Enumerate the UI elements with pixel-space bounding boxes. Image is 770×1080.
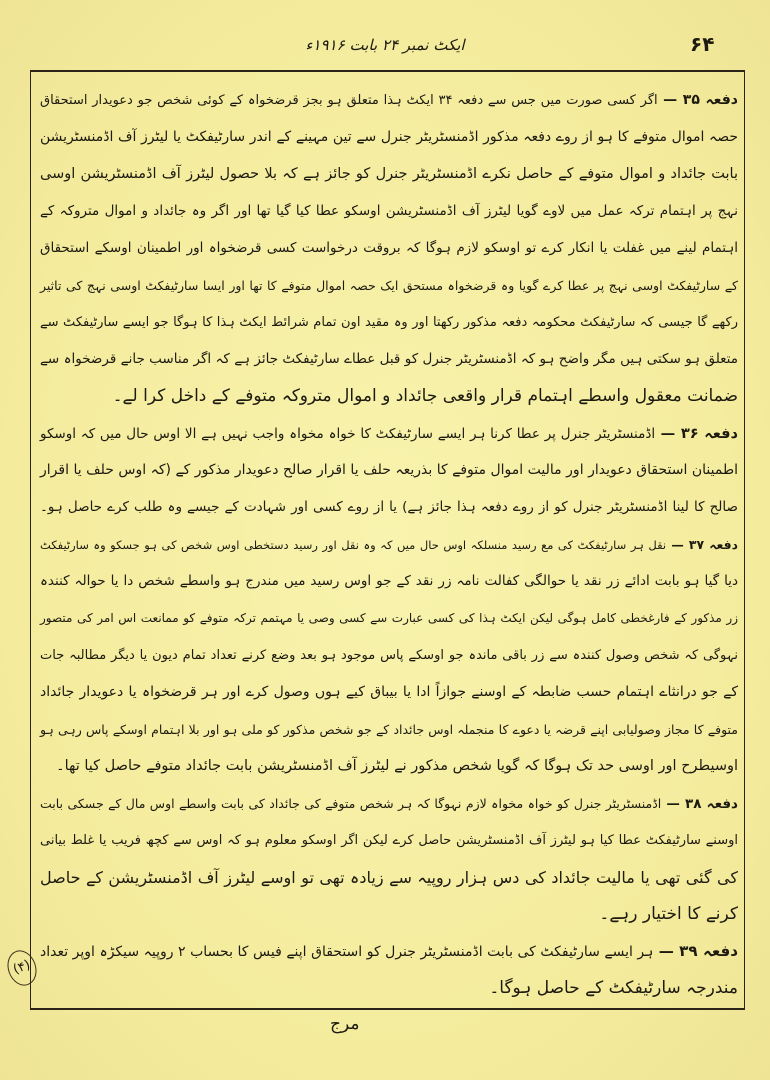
- text-line: [40, 711, 738, 748]
- section-heading: دفعہ ۳۹ —: [653, 942, 739, 960]
- section-heading: دفعہ ۳۵ —: [657, 92, 738, 108]
- text-line: [40, 156, 738, 193]
- section-heading: دفعہ ۳۶ —: [655, 425, 738, 442]
- line-text: اڈمنسٹریٹر جنرل کو خواہ مخواہ لازم نہوگا کہ ہر شخص متوفے کی جائداد کی بابت واسطے اوس مال کے جسکی بابت: [40, 796, 662, 811]
- line-text: کے جو درانثاے اہتمام حسب ضابطہ کے اوسنے جوازاً ادا یا بیباق کیے ہوں وصول کرے اور ہر قرضخواہ یا دعویدار جائداد: [40, 684, 738, 700]
- line-text: ضمانت معقول واسطے اہتمام قرار واقعی جائداد و اموال متروکہ متوفے کے داخل کرا لے۔: [112, 386, 738, 406]
- line-text: رکھے گا جیسی کہ سارٹیفکٹ محکومہ دفعہ مذکور رکھتا اور وہ مقید اون تمام شرائط ایکٹ ہذا کا ہوگا جو ایسے سارٹیفکٹ سے: [40, 315, 738, 330]
- section-first-line: [40, 415, 738, 452]
- text-line: [40, 896, 738, 933]
- line-text: نقل ہر سارٹیفکٹ کی مع رسید منسلکہ اوس حال میں کہ وہ نقل اور رسید دستخطی اوس شخص کی ہو جسکو وہ سارٹیفکٹ: [40, 538, 667, 552]
- section-first-line: [40, 526, 738, 563]
- line-text: اہتمام لینے میں غفلت یا انکار کرے تو اوسکو لازم ہوگا کہ بروقت درخواست کسی قرضخواہ اور اطمینان اوسکے استحقاق: [40, 240, 738, 256]
- body-text: [40, 82, 738, 1007]
- line-text: اطمینان استحقاق دعویدار اور مالیت اموال متوفے کا بذریعہ حلف یا اقرار صالح دعویدار مذکور کے (کہ اوس حلف یا اقرار: [40, 462, 738, 478]
- text-line: [40, 859, 738, 896]
- text-line: [40, 674, 738, 711]
- text-line: [40, 267, 738, 304]
- text-line: [40, 637, 738, 674]
- line-text: کی گئی تھی یا مالیت جائداد کی دس ہزار روپیہ سے زیادہ تھی تو اوسے لیٹرز آف اڈمنسٹریشن کے حاصل: [40, 868, 738, 887]
- line-text: کرنے کا اختیار رہے۔: [599, 904, 738, 924]
- line-text: اڈمنسٹریٹر جنرل پر عطا کرنا ہر ایسے سارٹیفکٹ کا خواہ مخواہ واجب نہیں ہے الا اوس حال میں کہ اوسکو: [40, 426, 656, 442]
- line-text: متوفے کا مجاز وصولیابی اپنے قرضہ یا دعوے کا منجملہ اوس جائداد کے جو شخص مذکور کو ملی ہو اور بلا اہتمام اوسکے پاس رہی ہو: [40, 722, 738, 737]
- line-text: نہوگی کہ شخص وصول کنندہ سے زر باقی ماندہ جو اوسکے پاس موجود ہو بعد وضع کرنے تعداد تمام دیون یا دیگر مطالبہ جات: [40, 648, 738, 663]
- text-line: [40, 304, 738, 341]
- text-line: [40, 600, 738, 637]
- section-heading: دفعہ ۳۷ —: [666, 537, 738, 552]
- text-line: [40, 452, 738, 489]
- section-first-line: [40, 785, 738, 822]
- margin-note: (۴): [3, 946, 42, 989]
- line-text: دیا گیا ہو بابت ادائے زر نقد یا حوالگی کفالت نامہ زر نقد کے جو اوس رسید میں مندرج ہو واسطے شخص دا یا حوالہ کنندہ: [40, 573, 738, 589]
- line-text: کے سارٹیفکٹ اوسی نہج پر عطا کرے گویا وہ قرضخواہ مستحق ایک حصہ اموال متوفے کا تھا اور ایسا سارٹیفکٹ اوسی نہج کی تاثیر: [40, 278, 738, 293]
- text-line: [40, 119, 738, 156]
- section-first-line: [40, 82, 738, 119]
- footer-mark: مرج: [330, 1014, 360, 1034]
- line-text: حصہ اموال متوفے کا ہو از روے دفعہ مذکور اڈمنسٹریٹر جنرل سے تین مہینے کے اندر سارٹیفکٹ یا لیٹرز آف اڈمنسٹریشن: [40, 129, 738, 145]
- text-line: [40, 563, 738, 600]
- text-line: [40, 230, 738, 267]
- line-text: نہج پر اہتمام ترکہ عمل میں لاوے گویا لیٹرز آف اڈمنسٹریشن اوسکو عطا کیا گیا تھا اور اگر وہ جائداد و اموال متروکہ کے: [40, 203, 738, 219]
- text-line: [40, 193, 738, 230]
- text-line: [40, 489, 738, 526]
- section-first-line: [40, 933, 738, 970]
- line-text: اوسنے سارٹیفکٹ عطا کیا ہو لیٹرز آف اڈمنسٹریشن حاصل کرے لیکن اگر اوسکو معلوم ہو کہ اوس سے کچھ فریب یا غلط بیانی: [40, 833, 738, 848]
- text-line: [40, 341, 738, 378]
- line-text: بابت جائداد و اموال متوفے کے حاصل نکرے اڈمنسٹریٹر جنرل کو جائز ہے کہ بلا حصول لیٹرز آف اڈمنسٹریشن اوسی: [40, 166, 738, 182]
- line-text: ہر ایسے سارٹیفکٹ کی بابت اڈمنسٹریٹر جنرل کو استحقاق اپنے فیس کا بحساب ۲ روپیہ سیکڑہ اوپر تعداد: [40, 944, 654, 960]
- line-text: زر مذکور کے فارغخطی کامل ہوگی لیکن ایکٹ ہذا کی کسی عبارت سے کسی وصی یا مہتمم ترکہ متوفے کو ممانعت اس امر کی متصور: [40, 611, 738, 625]
- text-line: [40, 378, 738, 415]
- section-heading: دفعہ ۳۸ —: [661, 796, 738, 812]
- line-text: متعلق ہو سکتی ہیں مگر واضح ہو کہ اڈمنسٹریٹر جنرل کو قبل عطاے سارٹیفکٹ جائز ہے کہ اگر مناسب جانے قرضخواہ سے: [40, 351, 738, 367]
- page-number: ۶۴: [690, 32, 715, 56]
- running-header: ایکٹ نمبر ۲۴ بابت ۱۹۱۶ء: [305, 36, 465, 54]
- line-text: مندرجہ سارٹیفکٹ کے حاصل ہوگا۔: [489, 978, 738, 998]
- line-text: اوسیطرح اور اوسی حد تک ہوگا کہ گویا شخص مذکور نے لیٹرز آف اڈمنسٹریشن بابت جائداد متوفے حاصل کیا تھا۔: [56, 758, 738, 774]
- line-text: صالح کا لینا اڈمنسٹریٹر جنرل کو از روے دفعہ ہذا جائز ہے) یا از روے کسی اور شہادت کے جیسے وہ طلب کرے حاصل ہو۔: [40, 499, 738, 515]
- text-line: [40, 970, 738, 1007]
- text-line: [40, 748, 738, 785]
- line-text: اگر کسی صورت میں جس سے دفعہ ۳۴ ایکٹ ہذا متعلق ہو بجز قرضخواہ کے کوئی شخص جو دعویدار استحقاق: [40, 93, 658, 108]
- text-line: [40, 822, 738, 859]
